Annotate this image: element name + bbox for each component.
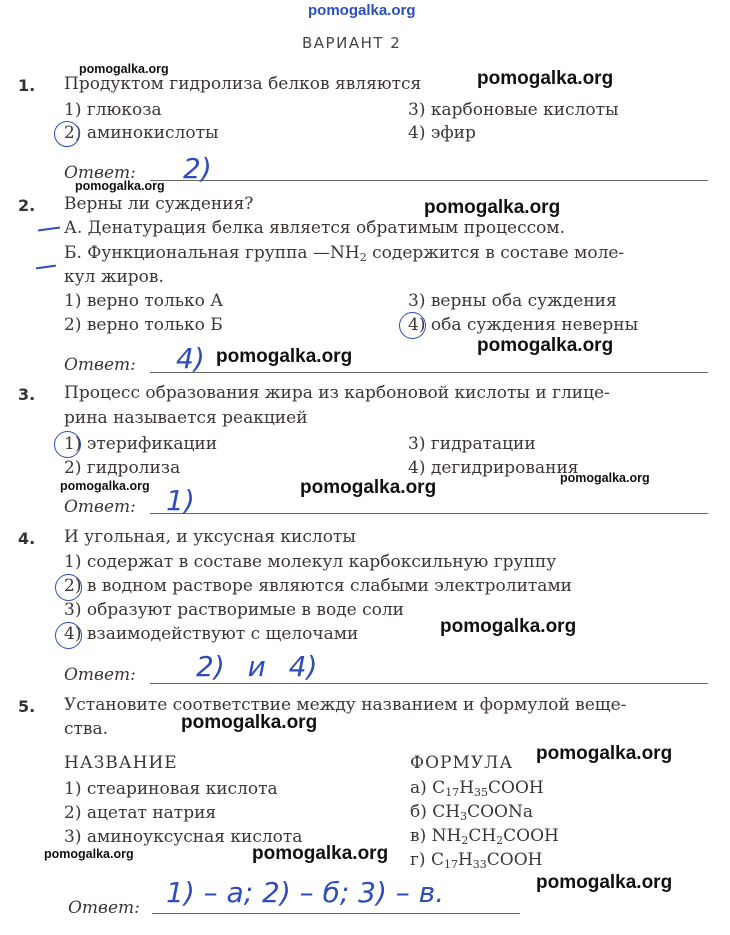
watermark: pomogalka.org — [60, 479, 150, 493]
watermark: pomogalka.org — [75, 179, 165, 193]
q5-formula-a: а) $С_{17}Н_{35}СООН$ — [410, 778, 544, 799]
question-4-text: И угольная, и уксусная кислоты — [64, 527, 356, 547]
watermark: pomogalka.org — [181, 712, 318, 733]
watermark: pomogalka.org — [536, 872, 673, 893]
watermark: pomogalka.org — [536, 743, 673, 764]
answer-line-3 — [150, 513, 708, 514]
answer-label-4: Ответ: — [64, 665, 136, 685]
q3-option-3: 3) гидратации — [408, 434, 536, 454]
q5-formula-b: б) $СН_3СООNa$ — [410, 802, 534, 823]
q2-option-4: 4) оба суждения неверны — [408, 315, 639, 335]
question-number-4: 4. — [18, 529, 36, 548]
question-3-text-line-2: рина называется реакцией — [64, 408, 308, 428]
answer-label-2: Ответ: — [64, 355, 136, 375]
answer-label-3: Ответ: — [64, 497, 136, 517]
q1-option-1: 1) глюкоза — [64, 100, 162, 120]
answer-line-2 — [150, 372, 708, 373]
question-number-5: 5. — [18, 697, 36, 716]
q2-option-1: 1) верно только А — [64, 291, 224, 311]
q2-option-3: 3) верны оба суждения — [408, 291, 617, 311]
q3-option-1: 1) этерификации — [64, 434, 218, 454]
q5-name-3: 3) аминоуксусная кислота — [64, 827, 303, 847]
answer-circle-mark — [54, 431, 81, 458]
q1-option-3: 3) карбоновые кислоты — [408, 100, 619, 120]
watermark: pomogalka.org — [477, 68, 614, 89]
watermark: pomogalka.org — [308, 2, 416, 19]
handwritten-answer-1: 2) — [183, 152, 212, 185]
q3-option-4: 4) дегидрирования — [408, 458, 579, 478]
watermark: pomogalka.org — [560, 471, 650, 485]
handwritten-answer-5: 1) – а; 2) – б; 3) – в. — [166, 876, 445, 909]
handwritten-dash-mark — [36, 265, 56, 270]
q2-statement-b-cont: кул жиров. — [64, 267, 164, 287]
answer-line-1 — [150, 180, 708, 181]
q1-option-2: 2) аминокислоты — [64, 123, 219, 143]
answer-circle-mark — [54, 121, 80, 147]
q5-name-1: 1) стеариновая кислота — [64, 779, 278, 799]
question-2-text: Верны ли суждения? — [64, 194, 254, 214]
watermark: pomogalka.org — [424, 197, 561, 218]
answer-line-5 — [152, 913, 520, 914]
q4-option-4: 4) взаимодействуют с щелочами — [64, 624, 359, 644]
q1-option-4: 4) эфир — [408, 123, 476, 143]
answer-label-5: Ответ: — [68, 898, 140, 918]
column-header-formula: ФОРМУЛА — [410, 753, 514, 773]
q4-option-2: 2) в водном растворе являются слабыми электролитами — [64, 576, 572, 596]
watermark: pomogalka.org — [216, 346, 353, 367]
watermark: pomogalka.org — [44, 847, 134, 861]
handwritten-answer-4: 2) и 4) — [196, 650, 318, 683]
variant-title: ВАРИАНТ 2 — [302, 34, 402, 52]
q5-formula-c: в) $NH_2СН_2СООН$ — [410, 826, 559, 847]
question-number-3: 3. — [18, 385, 36, 404]
question-5-text-line-1: Установите соответствие между названием и формулой веще- — [64, 695, 627, 715]
q2-statement-a: А. Денатурация белка является обратимым процессом. — [64, 218, 565, 238]
q5-formula-d: г) $С_{17}Н_{33}СООН$ — [410, 850, 543, 871]
watermark: pomogalka.org — [79, 62, 169, 76]
watermark: pomogalka.org — [300, 477, 437, 498]
q4-option-3: 3) образуют растворимые в воде соли — [64, 600, 404, 620]
watermark: pomogalka.org — [477, 335, 614, 356]
q5-name-2: 2) ацетат натрия — [64, 803, 217, 823]
answer-circle-mark — [55, 574, 82, 601]
question-1-text: Продуктом гидролиза белков являются — [64, 74, 422, 94]
question-number-2: 2. — [18, 196, 36, 215]
question-number-1: 1. — [18, 76, 36, 95]
q2-option-2: 2) верно только Б — [64, 315, 223, 335]
q4-option-1: 1) содержат в составе молекул карбоксильную группу — [64, 552, 557, 572]
column-header-name: НАЗВАНИЕ — [64, 753, 178, 773]
answer-line-4 — [150, 683, 708, 684]
q3-option-2: 2) гидролиза — [64, 458, 181, 478]
q2-statement-b: Б. Функциональная группа $—NH_2$ содержится в составе моле- — [64, 243, 625, 264]
watermark: pomogalka.org — [440, 616, 577, 637]
question-5-text-line-2: ства. — [64, 719, 109, 739]
answer-circle-mark — [55, 622, 82, 649]
handwritten-answer-3: 1) — [166, 484, 195, 517]
answer-label-1: Ответ: — [64, 163, 136, 183]
answer-circle-mark — [399, 312, 426, 339]
watermark: pomogalka.org — [252, 843, 389, 864]
handwritten-dash-mark — [38, 226, 60, 231]
handwritten-answer-2: 4) — [176, 342, 205, 375]
question-3-text-line-1: Процесс образования жира из карбоновой кислоты и глице- — [64, 383, 610, 403]
